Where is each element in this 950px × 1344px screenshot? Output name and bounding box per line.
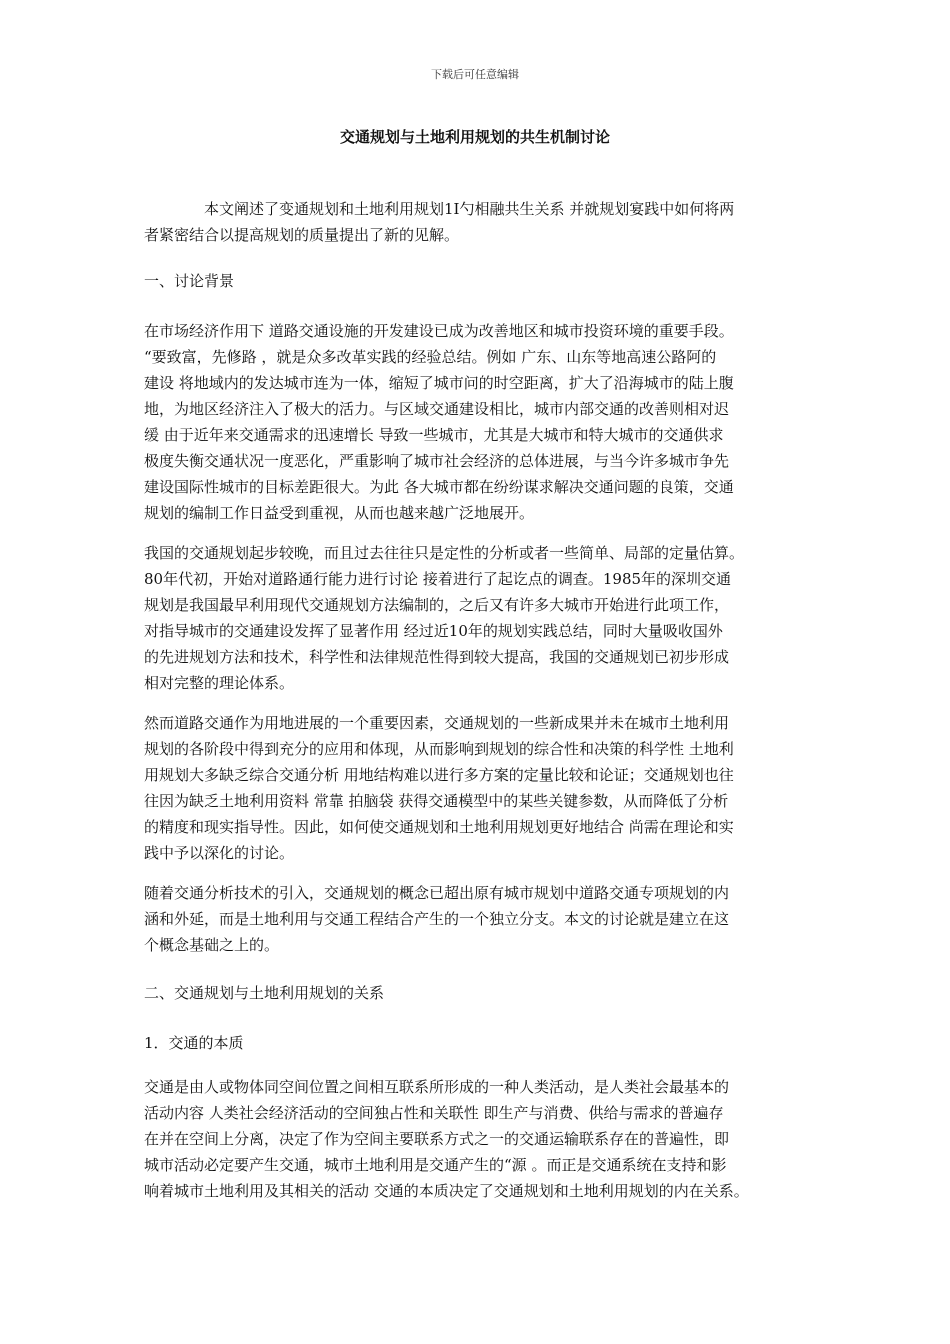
paragraph-line: 的先进规划方法和技术，科学性和法律规范性得到较大提高，我国的交通规划已初步形成 — [144, 648, 730, 666]
paragraph-line: 在并在空间上分离，决定了作为空间主要联系方式之一的交通运输联系存在的普遍性，即 — [144, 1130, 730, 1148]
paragraph-line: 涵和外延，而是土地利用与交通工程结合产生的一个独立分支。本文的讨论就是建立在这 — [144, 910, 730, 928]
paragraph-line: 的精度和现实指导性。因此，如何使交通规划和土地利用规划更好地结合 尚需在理论和实 — [144, 818, 734, 836]
paragraph-line: 地，为地区经济注入了极大的活力。与区域交通建设相比，城市内部交通的改善则相对迟 — [144, 400, 730, 418]
paragraph-line: 往因为缺乏土地利用资料 常靠 拍脑袋 获得交通模型中的某些关键参数，从而降低了分析 — [144, 792, 729, 810]
abstract-paragraph — [144, 196, 820, 248]
section-heading-relationship: 二、交通规划与土地利用规划的关系 — [144, 984, 385, 1002]
abstract-line: 者紧密结合以提高规划的质量提出了新的见解。 — [144, 226, 460, 244]
paragraph-line: 规划的各阶段中得到充分的应用和体现，从而影响到规划的综合性和决策的科学性 土地利 — [144, 740, 734, 758]
paragraph-line: 交通是由人或物体同空间位置之间相互联系所形成的一种人类活动，是人类社会最基本的 — [144, 1078, 730, 1096]
paragraph-line: 80年代初，开始对道路通行能力进行讨论 接着进行了起讫点的调查。1985年的深圳交通 — [144, 570, 732, 588]
paragraph-line: 我国的交通规划起步较晚，而且过去往往只是定性的分析或者一些简单、局部的定量估算。 — [144, 544, 745, 562]
paragraph-line: 缓 由于近年来交通需求的迅速增长 导致一些城市，尤其是大城市和特大城市的交通供求 — [144, 426, 724, 444]
paragraph-line: 个概念基础之上的。 — [144, 936, 280, 954]
paragraph-background-2 — [144, 540, 820, 696]
paragraph-line: 规划的编制工作日益受到重视，从而也越来越广泛地展开。 — [144, 504, 535, 522]
paragraph-line: 规划是我国最早利用现代交通规划方法编制的，之后又有许多大城市开始进行此项工作， — [144, 596, 730, 614]
abstract-line: 本文阐述了变通规划和土地利用规划1I勺相融共生关系 并就规划宴践中如何将两 — [204, 200, 735, 218]
header-note: 下载后可任意编辑 — [431, 68, 519, 81]
document-title: 交通规划与土地利用规划的共生机制讨论 — [339, 128, 610, 146]
paragraph-line: 用规划大多缺乏综合交通分析 用地结构难以进行多方案的定量比较和论证；交通规划也往 — [144, 766, 734, 784]
paragraph-line: 对指导城市的交通建设发挥了显著作用 经过近10年的规划实践总结，同时大量吸收国外 — [144, 622, 723, 640]
paragraph-line: 活动内容 人类社会经济活动的空间独占性和关联性 即生产与消费、供给与需求的普遍存 — [144, 1104, 724, 1122]
section-heading-background: 一、讨论背景 — [144, 272, 235, 290]
paragraph-line: 相对完整的理论体系。 — [144, 674, 295, 692]
paragraph-line: 在市场经济作用下 道路交通设施的开发建设已成为改善地区和城市投资环境的重要手段。 — [144, 322, 734, 340]
subsection-heading-nature: 1．交通的本质 — [144, 1034, 244, 1052]
paragraph-line: 然而道路交通作为用地进展的一个重要因素，交通规划的一些新成果并未在城市土地利用 — [144, 714, 730, 732]
paragraph-line: 建设国际性城市的目标差距很大。为此 各大城市都在纷纷谋求解决交通问题的良策，交通 — [144, 478, 734, 496]
paragraph-line: 践中予以深化的讨论。 — [144, 844, 295, 862]
paragraph-line: 响着城市土地利用及其相关的活动 交通的本质决定了交通规划和土地利用规划的内在关系。 — [144, 1182, 749, 1200]
paragraph-line: 城市活动必定要产生交通，城市土地利用是交通产生的“源 。而正是交通系统在支持和影 — [144, 1156, 727, 1174]
paragraph-line: “要致富，先修路 ，就是众多改革实践的经验总结。例如 广东、山东等地高速公路阿的 — [144, 348, 717, 366]
paragraph-nature — [144, 1074, 820, 1204]
paragraph-background-3 — [144, 710, 820, 866]
paragraph-line: 建设 将地域内的发达城市连为一体，缩短了城市问的时空距离，扩大了沿海城市的陆上腹 — [144, 374, 734, 392]
paragraph-background-4 — [144, 880, 820, 958]
paragraph-background-1 — [144, 318, 820, 526]
paragraph-line: 极度失衡交通状况一度恶化，严重影响了城市社会经济的总体进展，与当今许多城市争先 — [144, 452, 730, 470]
paragraph-line: 随着交通分析技术的引入，交通规划的概念已超出原有城市规划中道路交通专项规划的内 — [144, 884, 730, 902]
